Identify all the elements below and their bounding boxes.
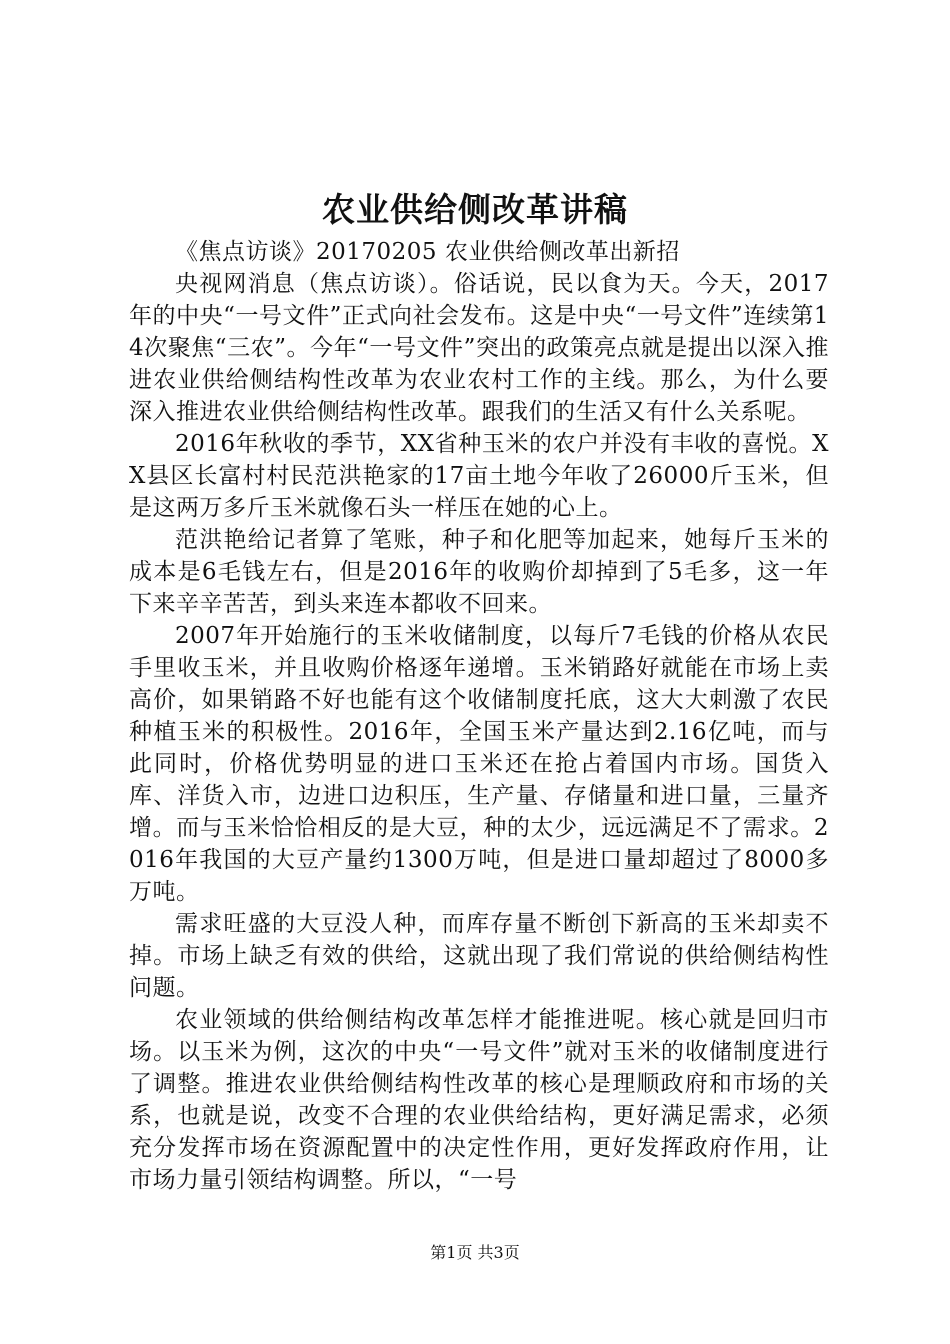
paragraph-intro: 央视网消息（焦点访谈）。俗话说，民以食为天。今天，2017年的中央“一号文件”正式向社会发布。这是中央“一号文件”连续第14次聚焦“三农”。今年“一号文件”突出的政策亮点就是提出以深入推进农业供给侧结构性改革为农业农村工作的主线。那么，为什么要深入推进农业供给侧结构性改革。跟我们的生活又有什么关系呢。 bbox=[129, 271, 829, 425]
document-title: 农业供给侧改革讲稿 bbox=[322, 190, 628, 229]
paragraph-policy-history: 2007年开始施行的玉米收储制度，以每斤7毛钱的价格从农民手里收玉米，并且收购价格逐年递增。玉米销路好就能在市场上卖高价，如果销路不好也能有这个收储制度托底，这大大刺激了农民种植玉米的积极性。2016年，全国玉米产量达到2.16亿吨，而与此同时，价格优势明显的进口玉米还在抢占着国内市场。国货入库、洋货入市，边进口边积压，生产量、存储量和进口量，三量齐增。而与玉米恰恰相反的是大豆，种的太少，远远满足不了需求。2016年我国的大豆产量约1300万吨，但是进口量却超过了8000多万吨。 bbox=[129, 623, 829, 905]
paragraph-reform: 农业领域的供给侧结构改革怎样才能推进呢。核心就是回归市场。以玉米为例，这次的中央“一号文件”就对玉米的收储制度进行了调整。推进农业供给侧结构性改革的核心是理顺政府和市场的关系，也就是说，改变不合理的农业供给结构，更好满足需求，必须充分发挥市场在资源配置中的决定性作用，更好发挥政府作用，让市场力量引领结构调整。所以，“一号 bbox=[129, 1007, 829, 1193]
paragraph-source: 《焦点访谈》20170205 农业供给侧改革出新招 bbox=[175, 239, 680, 265]
page-footer: 第1页 共3页 bbox=[430, 1243, 520, 1262]
paragraph-supply-problem: 需求旺盛的大豆没人种，而库存量不断创下新高的玉米却卖不掉。市场上缺乏有效的供给，这就出现了我们常说的供给侧结构性问题。 bbox=[129, 911, 829, 1001]
paragraph-harvest: 2016年秋收的季节，XX省种玉米的农户并没有丰收的喜悦。XX县区长富村村民范洪艳家的17亩土地今年收了26000斤玉米，但是这两万多斤玉米就像石头一样压在她的心上。 bbox=[129, 431, 829, 521]
document-body bbox=[129, 236, 829, 1196]
paragraph-cost: 范洪艳给记者算了笔账，种子和化肥等加起来，她每斤玉米的成本是6毛钱左右，但是2016年的收购价却掉到了5毛多，这一年下来辛辛苦苦，到头来连本都收不回来。 bbox=[129, 527, 829, 617]
